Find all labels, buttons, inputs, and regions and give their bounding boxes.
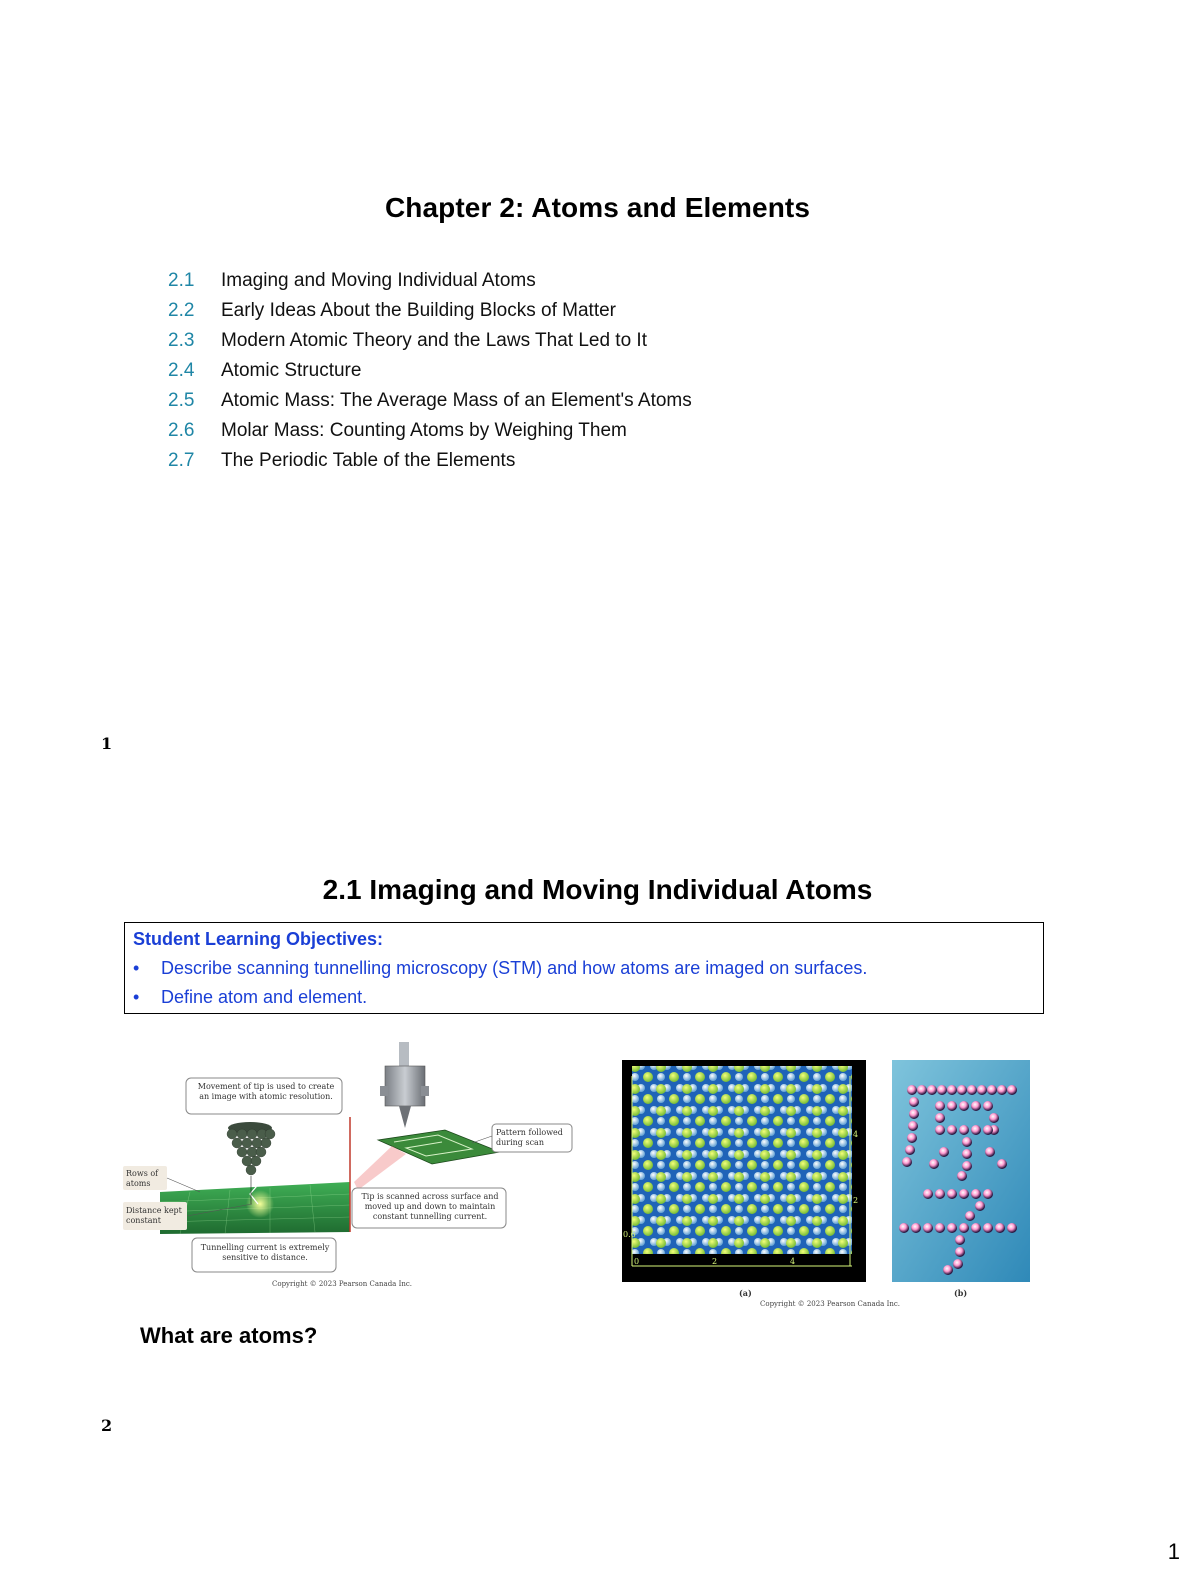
callout-scan-pattern: Pattern followed during scan xyxy=(496,1128,563,1147)
copyright-left: Copyright © 2023 Pearson Canada Inc. xyxy=(272,1280,412,1288)
stm-diagram-illustration xyxy=(120,1042,580,1292)
bullet: • xyxy=(133,987,140,1007)
learning-objectives-box xyxy=(124,922,1044,1014)
callout-tip-scanned: Tip is scanned across surface and moved up and down to maintain constant tunnelling current. xyxy=(361,1192,499,1221)
objective-item xyxy=(133,983,1035,1012)
toc-item-text: Atomic Mass: The Average Mass of an Element's Atoms xyxy=(221,390,692,411)
table-of-contents xyxy=(168,266,868,476)
toc-item xyxy=(168,326,868,356)
toc-item-number: 2.1 xyxy=(168,270,195,291)
axis-z-label: 0.6 xyxy=(623,1230,636,1239)
toc-item-number: 2.6 xyxy=(168,420,195,441)
toc-item-text: Atomic Structure xyxy=(221,360,362,381)
toc-item-number: 2.2 xyxy=(168,300,195,321)
stm-images-figure xyxy=(622,1060,1032,1310)
objectives-heading: Student Learning Objectives: xyxy=(133,929,384,949)
chapter-title: Chapter 2: Atoms and Elements xyxy=(384,192,811,223)
objective-item xyxy=(133,954,1035,983)
toc-item xyxy=(168,356,868,386)
toc-item-number: 2.7 xyxy=(168,450,195,471)
stm-images-illustration xyxy=(622,1060,1032,1282)
panel-label-b: (b) xyxy=(954,1288,968,1298)
toc-item-text: Early Ideas About the Building Blocks of Matter xyxy=(221,300,616,321)
toc-item xyxy=(168,296,868,326)
callout-tip-movement: Movement of tip is used to create an image with atomic resolution. xyxy=(197,1082,335,1101)
page-number: 1 xyxy=(1167,1539,1180,1564)
section-title: 2.1 Imaging and Moving Individual Atoms xyxy=(322,874,873,905)
stm-diagram-figure xyxy=(120,1042,580,1292)
toc-item-number: 2.5 xyxy=(168,390,195,411)
toc-item-text: Modern Atomic Theory and the Laws That Led to It xyxy=(221,330,647,351)
question-heading: What are atoms? xyxy=(140,1323,318,1348)
callout-distance-constant: Distance kept constant xyxy=(126,1206,182,1225)
toc-item-number: 2.4 xyxy=(168,360,195,381)
callout-tunnelling-current: Tunnelling current is extremely sensitive to distance. xyxy=(200,1243,330,1262)
panel-label-a: (a) xyxy=(739,1288,752,1298)
toc-item-number: 2.3 xyxy=(168,330,195,351)
callout-rows-of-atoms: Rows of atoms xyxy=(126,1169,159,1188)
objective-text: Define atom and element. xyxy=(161,987,368,1007)
toc-item-text: Molar Mass: Counting Atoms by Weighing Them xyxy=(221,420,627,441)
axis-x-tick-4: 4 xyxy=(790,1257,796,1266)
slide-number: 1 xyxy=(101,734,113,753)
copyright-right: Copyright © 2023 Pearson Canada Inc. xyxy=(760,1300,900,1308)
axis-y-tick-4: 4 xyxy=(853,1130,859,1139)
toc-item-text: The Periodic Table of the Elements xyxy=(221,450,516,471)
toc-item-text: Imaging and Moving Individual Atoms xyxy=(221,270,536,291)
bullet: • xyxy=(133,958,140,978)
toc-item xyxy=(168,266,868,296)
toc-item xyxy=(168,386,868,416)
slide-number: 2 xyxy=(101,1416,113,1435)
objective-text: Describe scanning tunnelling microscopy (STM) and how atoms are imaged on surfaces. xyxy=(161,958,868,978)
axis-x-tick-0: 0 xyxy=(634,1257,640,1266)
toc-item xyxy=(168,416,868,446)
axis-y-tick-2: 2 xyxy=(853,1196,859,1205)
toc-item xyxy=(168,446,868,476)
axis-x-tick-2: 2 xyxy=(712,1257,718,1266)
